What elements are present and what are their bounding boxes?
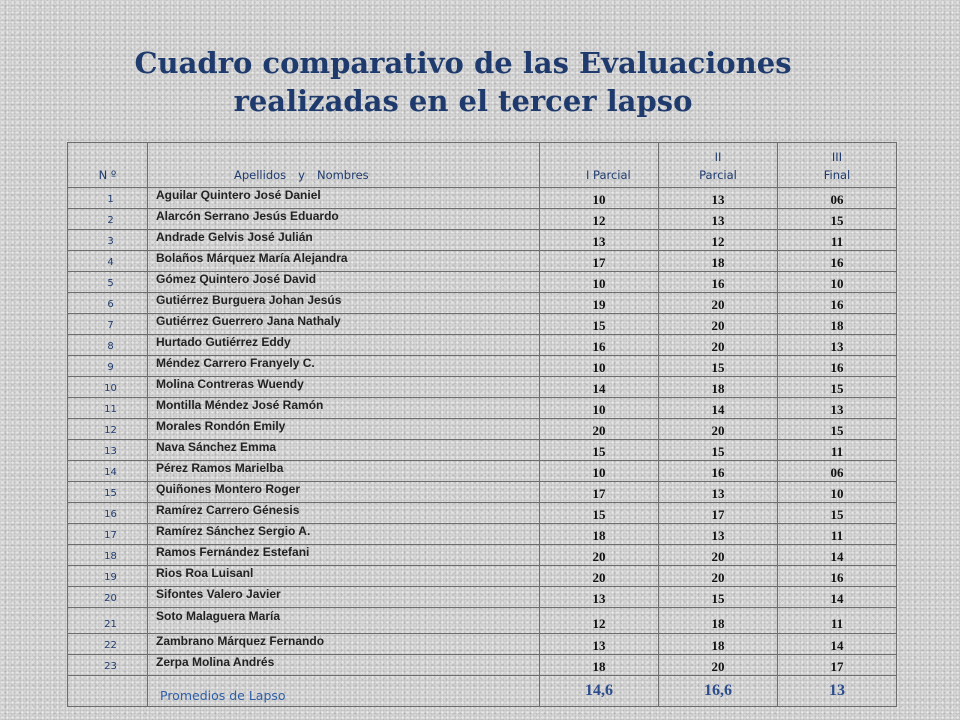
table-row [68, 356, 897, 377]
student-name: Quiñones Montero Roger [148, 482, 540, 503]
table-row [68, 461, 897, 482]
grade-parcial-1: 12 [540, 209, 659, 230]
grade-parcial-1: 18 [540, 655, 659, 676]
student-name: Bolaños Márquez María Alejandra [148, 251, 540, 272]
table-row [68, 188, 897, 209]
student-name: Soto Malaguera María [148, 608, 540, 634]
row-number: 21 [68, 608, 148, 634]
grade-parcial-1: 10 [540, 398, 659, 419]
page-title-line-1: Cuadro comparativo de las Evaluaciones [134, 46, 792, 80]
header-name-part-3: Nombres [316, 168, 369, 182]
grade-final: 06 [778, 461, 897, 482]
grade-parcial-2: 20 [659, 566, 778, 587]
grade-parcial-1: 13 [540, 634, 659, 655]
grade-parcial-2: 12 [659, 230, 778, 251]
grade-final: 16 [778, 356, 897, 377]
grade-parcial-2: 20 [659, 293, 778, 314]
grade-final: 15 [778, 377, 897, 398]
student-name: Sifontes Valero Javier [148, 587, 540, 608]
average-parcial-1: 14,6 [540, 676, 659, 707]
student-name: Ramírez Carrero Génesis [148, 503, 540, 524]
grade-parcial-1: 15 [540, 503, 659, 524]
grade-parcial-2: 20 [659, 314, 778, 335]
row-number: 3 [68, 230, 148, 251]
header-name-part-2: y [298, 168, 305, 182]
grade-parcial-2: 13 [659, 482, 778, 503]
grade-parcial-1: 12 [540, 608, 659, 634]
grade-final: 06 [778, 188, 897, 209]
grade-parcial-1: 10 [540, 188, 659, 209]
header-name [148, 143, 540, 188]
grade-final: 16 [778, 566, 897, 587]
row-number: 7 [68, 314, 148, 335]
table-row [68, 566, 897, 587]
table-row [68, 230, 897, 251]
averages-row [68, 676, 897, 707]
student-name: Montilla Méndez José Ramón [148, 398, 540, 419]
grade-final: 10 [778, 272, 897, 293]
header-final: III Final [778, 143, 897, 188]
row-number: 15 [68, 482, 148, 503]
grade-parcial-2: 15 [659, 356, 778, 377]
table-row [68, 482, 897, 503]
grade-parcial-1: 17 [540, 251, 659, 272]
grade-parcial-1: 13 [540, 230, 659, 251]
table-header-row [68, 143, 897, 188]
grade-parcial-2: 13 [659, 524, 778, 545]
student-name: Hurtado Gutiérrez Eddy [148, 335, 540, 356]
grade-parcial-2: 13 [659, 188, 778, 209]
table-row [68, 293, 897, 314]
table-row [68, 272, 897, 293]
grade-final: 11 [778, 524, 897, 545]
grade-parcial-2: 20 [659, 545, 778, 566]
grade-parcial-2: 17 [659, 503, 778, 524]
table-row [68, 251, 897, 272]
grade-final: 13 [778, 398, 897, 419]
row-number: 1 [68, 188, 148, 209]
grade-parcial-1: 14 [540, 377, 659, 398]
average-final: 13 [778, 676, 897, 707]
row-number: 8 [68, 335, 148, 356]
student-name: Aguilar Quintero José Daniel [148, 188, 540, 209]
student-name: Andrade Gelvis José Julián [148, 230, 540, 251]
student-name: Gutiérrez Guerrero Jana Nathaly [148, 314, 540, 335]
student-name: Nava Sánchez Emma [148, 440, 540, 461]
grade-final: 14 [778, 587, 897, 608]
row-number: 20 [68, 587, 148, 608]
grade-parcial-2: 13 [659, 209, 778, 230]
grade-final: 15 [778, 419, 897, 440]
averages-label: Promedios de Lapso [148, 676, 540, 707]
grade-parcial-2: 18 [659, 634, 778, 655]
table-row [68, 440, 897, 461]
row-number: 5 [68, 272, 148, 293]
grade-parcial-2: 15 [659, 440, 778, 461]
grade-final: 11 [778, 440, 897, 461]
header-name-part-1: Apellidos [234, 168, 287, 182]
grade-final: 11 [778, 230, 897, 251]
grade-parcial-1: 19 [540, 293, 659, 314]
header-number: N º [68, 143, 148, 188]
row-number: 23 [68, 655, 148, 676]
table-row [68, 419, 897, 440]
table-row [68, 335, 897, 356]
grade-final: 15 [778, 503, 897, 524]
table-row [68, 587, 897, 608]
grade-parcial-1: 10 [540, 356, 659, 377]
grade-parcial-2: 18 [659, 608, 778, 634]
student-name: Ramos Fernández Estefani [148, 545, 540, 566]
student-name: Pérez Ramos Marielba [148, 461, 540, 482]
table-row [68, 655, 897, 676]
row-number: 17 [68, 524, 148, 545]
grade-parcial-1: 20 [540, 545, 659, 566]
grade-final: 16 [778, 293, 897, 314]
student-name: Zambrano Márquez Fernando [148, 634, 540, 655]
row-number: 13 [68, 440, 148, 461]
grade-parcial-1: 18 [540, 524, 659, 545]
page-title [0, 44, 926, 120]
grade-parcial-2: 14 [659, 398, 778, 419]
student-name: Rios Roa Luisanl [148, 566, 540, 587]
grade-parcial-2: 18 [659, 377, 778, 398]
table-row [68, 524, 897, 545]
grade-parcial-1: 20 [540, 419, 659, 440]
grade-parcial-1: 10 [540, 461, 659, 482]
row-number: 16 [68, 503, 148, 524]
table-row [68, 209, 897, 230]
grade-parcial-2: 20 [659, 655, 778, 676]
grade-parcial-1: 20 [540, 566, 659, 587]
grades-table [67, 142, 897, 707]
table-row [68, 545, 897, 566]
row-number: 14 [68, 461, 148, 482]
header-parcial-1: I Parcial [540, 143, 659, 188]
grade-parcial-2: 16 [659, 461, 778, 482]
averages-empty-cell [68, 676, 148, 707]
row-number: 11 [68, 398, 148, 419]
grade-final: 15 [778, 209, 897, 230]
grade-parcial-1: 15 [540, 440, 659, 461]
table-row [68, 608, 897, 634]
grade-final: 13 [778, 335, 897, 356]
student-name: Méndez Carrero Franyely C. [148, 356, 540, 377]
grade-final: 14 [778, 545, 897, 566]
grade-parcial-1: 15 [540, 314, 659, 335]
header-parcial-2: II Parcial [659, 143, 778, 188]
table-row [68, 314, 897, 335]
grade-parcial-1: 13 [540, 587, 659, 608]
student-name: Ramírez Sánchez Sergio A. [148, 524, 540, 545]
grade-parcial-1: 10 [540, 272, 659, 293]
grade-final: 10 [778, 482, 897, 503]
student-name: Gómez Quintero José David [148, 272, 540, 293]
row-number: 12 [68, 419, 148, 440]
grade-final: 16 [778, 251, 897, 272]
grade-final: 18 [778, 314, 897, 335]
row-number: 6 [68, 293, 148, 314]
grade-parcial-2: 16 [659, 272, 778, 293]
student-name: Molina Contreras Wuendy [148, 377, 540, 398]
grade-final: 14 [778, 634, 897, 655]
grade-final: 17 [778, 655, 897, 676]
row-number: 4 [68, 251, 148, 272]
row-number: 22 [68, 634, 148, 655]
grade-final: 11 [778, 608, 897, 634]
row-number: 2 [68, 209, 148, 230]
student-name: Morales Rondón Emily [148, 419, 540, 440]
table-row [68, 377, 897, 398]
row-number: 10 [68, 377, 148, 398]
table-row [68, 634, 897, 655]
grade-parcial-1: 17 [540, 482, 659, 503]
row-number: 9 [68, 356, 148, 377]
student-name: Gutiérrez Burguera Johan Jesús [148, 293, 540, 314]
average-parcial-2: 16,6 [659, 676, 778, 707]
row-number: 19 [68, 566, 148, 587]
row-number: 18 [68, 545, 148, 566]
grade-parcial-2: 15 [659, 587, 778, 608]
page-title-line-2: realizadas en el tercer lapso [233, 84, 693, 118]
student-name: Zerpa Molina Andrés [148, 655, 540, 676]
table-row [68, 503, 897, 524]
grade-parcial-1: 16 [540, 335, 659, 356]
grade-parcial-2: 20 [659, 419, 778, 440]
grade-parcial-2: 18 [659, 251, 778, 272]
student-name: Alarcón Serrano Jesús Eduardo [148, 209, 540, 230]
table-row [68, 398, 897, 419]
grade-parcial-2: 20 [659, 335, 778, 356]
